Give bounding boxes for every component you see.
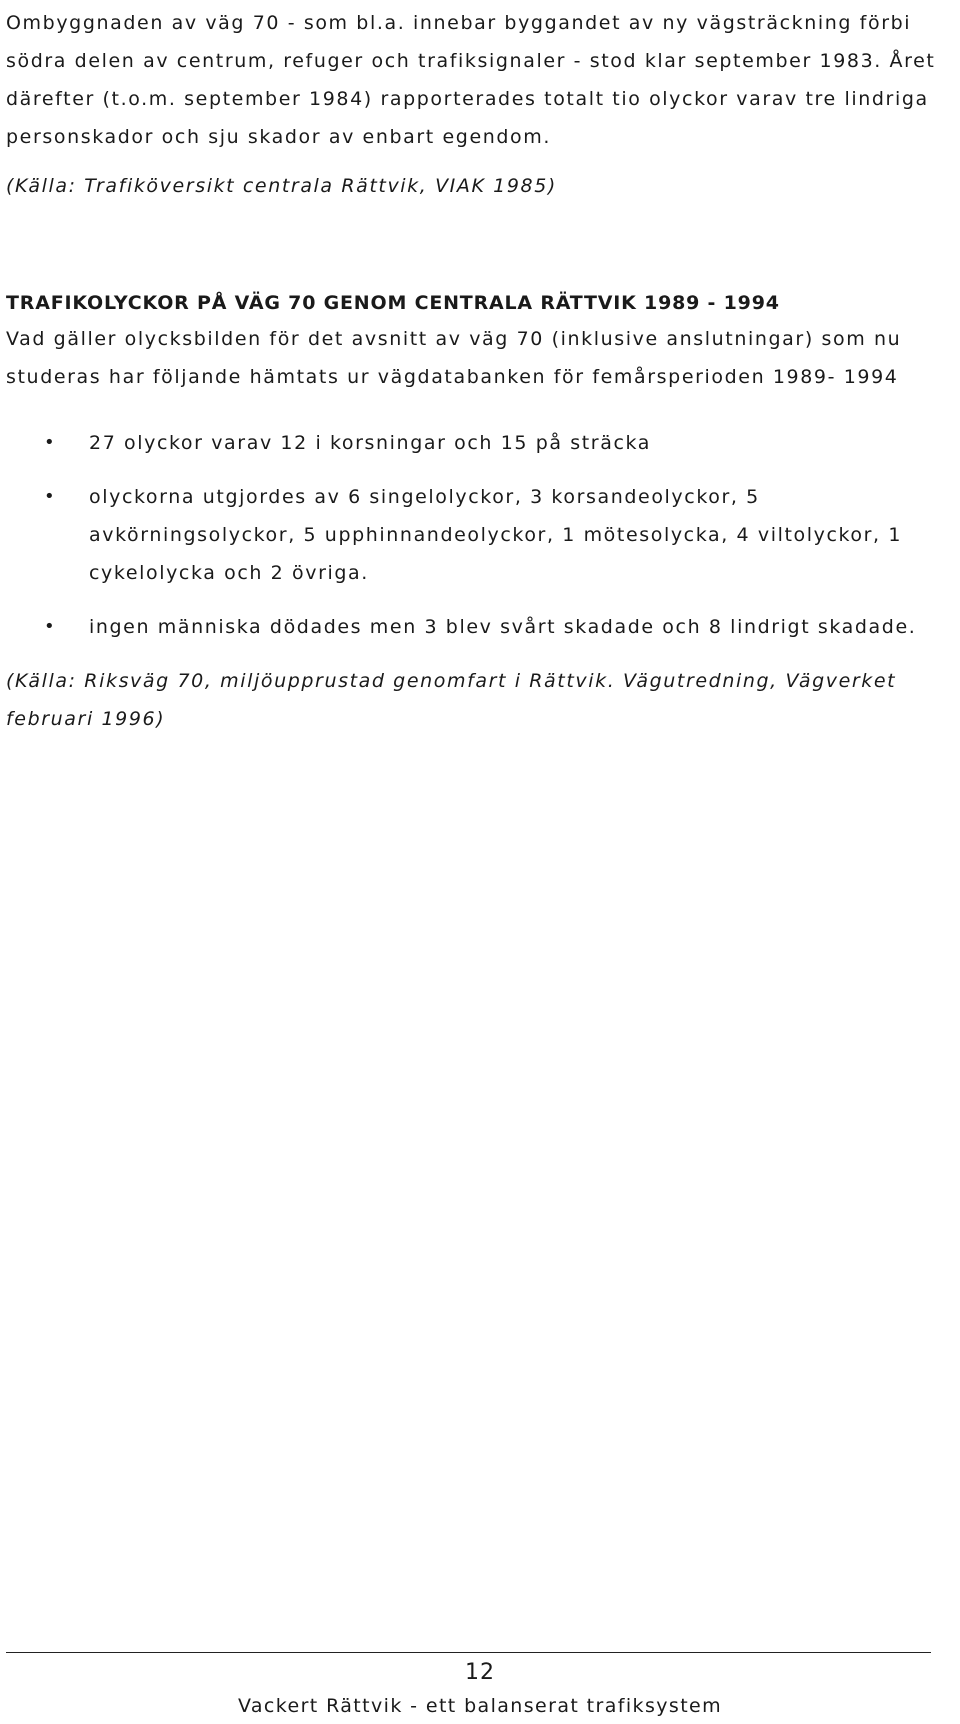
list-item-text: 27 olyckor varav 12 i korsningar och 15 på sträcka	[89, 432, 652, 454]
section-paragraph: Vad gäller olycksbilden för det avsnitt av väg 70 (inklusive anslutningar) som nu studeras har följande hämtats ur vägdatabanken för femårsperioden 1989- 1994	[6, 328, 902, 388]
list-item	[0, 424, 951, 462]
list-item-text: olyckorna utgjordes av 6 singelolyckor, 3 korsandeolyckor, 5 avkörningsolyckor, 5 upphinnandeolyckor, 1 mötesolycka, 4 viltolyckor, 1 cykelolycka och 2 övriga.	[89, 486, 903, 584]
footer-title: Vackert Rättvik - ett balanserat trafiksystem	[237, 1695, 723, 1717]
source-citation-1: (Källa: Trafiköversikt centrala Rättvik, VIAK 1985)	[6, 175, 557, 197]
bullet-icon: •	[44, 432, 57, 453]
bullet-icon: •	[44, 486, 57, 507]
footer-divider	[6, 1652, 931, 1653]
section-heading	[6, 286, 951, 320]
list-item	[0, 608, 951, 646]
section-heading-text: TRAFIKOLYCKOR PÅ VÄG 70 GENOM CENTRALA RÄTTVIK 1989 - 1994	[6, 292, 780, 314]
source-citation-2: (Källa: Riksväg 70, miljöupprustad genomfart i Rättvik. Vägutredning, Vägverket februari 1996)	[6, 670, 897, 730]
list-item	[0, 478, 951, 592]
page-number: 12	[465, 1660, 495, 1685]
intro-paragraph: Ombyggnaden av väg 70 - som bl.a. innebar byggandet av ny vägsträckning förbi södra delen av centrum, refuger och trafiksignaler - stod klar september 1983. Året därefter (t.o.m. september 1984) rapporterades totalt tio olyckor varav tre lindriga personskador och sju skador av enbart egendom.	[6, 12, 936, 148]
list-item-text: ingen människa dödades men 3 blev svårt skadade och 8 lindrigt skadade.	[89, 616, 917, 638]
accident-bullet-list	[0, 424, 960, 662]
bullet-icon: •	[44, 616, 57, 637]
